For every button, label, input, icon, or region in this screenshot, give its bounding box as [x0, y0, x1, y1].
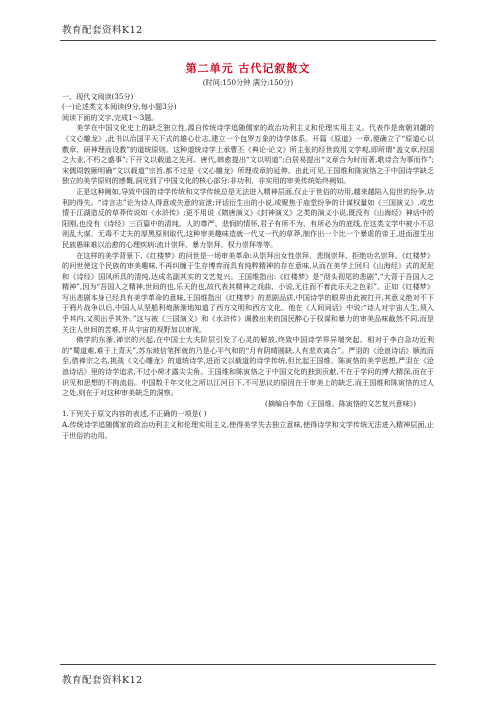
instruction-text: 阅读下面的文字,完成1～3题。: [62, 112, 159, 122]
source-citation: (摘编自李劼《王国维、陈寅恪的文艺复兴意味》): [265, 398, 416, 408]
footer-note: 教育配套资料K12: [62, 675, 143, 686]
subsection-heading: (一)论述类文本阅读(9分,每小题3分): [62, 102, 177, 112]
body-paragraph-2: 正是这种阙如,导致中国的诗学传统和文学传统总是无法进入精神层面,仅止于世俗的功用,越来越陷入俗世的纷争,功利的得失。“诗言志”论为诗人得意或失意的宣泄;评话衍生出的小说,或聚焦于庙堂纷争的计谋权量如《三国演义》,或忠情于江湖造反的草莽传说如《水浒传》;更不用说《隋唐演义》《封神演义》之类的演义小说,既没有《山海经》神话中的阳刚,也没有《诗经》三百篇中的清纯。人的尊严、悲悯的情怀,君子有所不为、有所必为的底线,在这类文学中被小不忍则乱大谋、无毒不丈夫的厚黑原则取代,这种审美趣味造就一代又一代的草莽,制作出一个比一个暴虐的帝王,进而滋生出民族愚昧难以治愈的心理疾病:流计崇拜、暴力崇拜、权力崇拜等等。: [62, 186, 434, 249]
body-paragraph-4: 佛学的东渐,禅宗的兴起,在中国士大夫阶层引发了心灵的解放,终致中国诗学界异端突起。相对于李白急功近利的“蜀道难,难于上青天”,苏东坡信笔挥就的乃是心平气和的“月有阴晴圆缺,人有悲欢离合”。严羽的《沧浪诗话》顺流而至,借禅宗之名,挑战《文心雕龙》的道统诗学,进而文以载道的诗学传统,但比起王国维、陈寅恪的美学思想,严羽在《沧浪诗话》里的诗学追求,不过小荷才露尖尖角。王国维和陈寅恪之于中国文化的独到贡献,不在于学问的博大精深,而在于识见和思想的不拘流俗。中国数千年文化之所以江河日下,不可思议的原因在于审美上的缺乏,而王国维和陈寅恪的过人之处,则在于对这种审美缺乏的洞察。: [62, 335, 434, 398]
exam-meta: (时间:150分钟 满分:150分): [202, 78, 294, 87]
header-note: 教育配套资料K12: [62, 25, 143, 36]
header-divider: [60, 40, 436, 41]
question-1: 1.下列关于原文内容的表述,不正确的一项是( ): [62, 409, 207, 419]
body-paragraph-1: 美学在中国文化史上的缺乏独立性,源自传统诗学追随儒家的政治功利主义和伦理实用主义。代表作是南朝刘勰的《文心雕龙》,此书以治国平天下式的雄心壮志,建立一个包罗万象的诗学体系。开篇《原道》一章,便确立了“原道心以敷章、研神理而设教”的道统原则。这种道统诗学上承曹丕《典论·论文》所主张的经世致用文学观,即所谓“盖文章,经国之大业,不朽之盛事”;下开文以载道之先河。唐代,韩愈提出“文以明道”;白居易提出“文章合为时而著,歌诗合为事而作”;宋儒周敦颐明确“文以载道”宗旨,都不过是《文心雕龙》所理或章的延伸。由此可见,王国维和陈寅恪之于中国诗学缺乏独立的美学原则的感慨,洞见到了中国文化的核心部分:非功利、非实用的审美传统始终阙如。: [62, 123, 434, 186]
body-paragraph-3: 在这样的美学背景下,《红楼梦》的问世是一场审美革命:从崇拜出女性崇拜、悲悯崇拜、拒绝功名崇拜。《红楼梦》的问世使这个民族的审美趣味,不再纠缠于生存博弈而具有纯粹精神的存在意味,从而在美学上回归《山海经》式的泥泥和《诗经》国风所具的清纯,达成名副其实的文艺复兴。王国维指出:《红楼梦》是“彻头彻尾的悲剧”,“大背于吾国人之精神”,因为“吾国人之精神,世间的也,乐天的也,故代表其精神之戏曲、小说,无往而不着此乐天之色彩”。正如《红楼梦》写出悲剧本身已经具有美学革命的意味,王国维指出《红楼梦》的悲剧品质,中国诗学的眼界由此被打开,其意义绝对不下于鸦片战争以后,中国人从坚船利炮渐渐地知道了西方文明和西方文化。他在《人间词话》中说:“诗人对宇宙人生,须入乎其内,又须出乎其外。”这与被《三国演义》和《水浒传》调教出来的国民醉心于权谋和暴力的审美品味截然不同,而是关注人世间的苦难,并从宇宙的视野加以审视。: [62, 250, 434, 334]
section-heading: 一、现代文阅读(35分): [62, 91, 134, 101]
footer-divider: [60, 664, 436, 665]
document-body: [62, 62, 434, 441]
document-title: 第二单元 古代记叙散文: [185, 62, 311, 75]
option-a: A.传统诗学追随儒家的政治功利主义和伦理实用主义,使得美学失去独立意味,使得诗学和文学传统无法进入精神层面,止于世俗的功用。: [62, 420, 434, 440]
